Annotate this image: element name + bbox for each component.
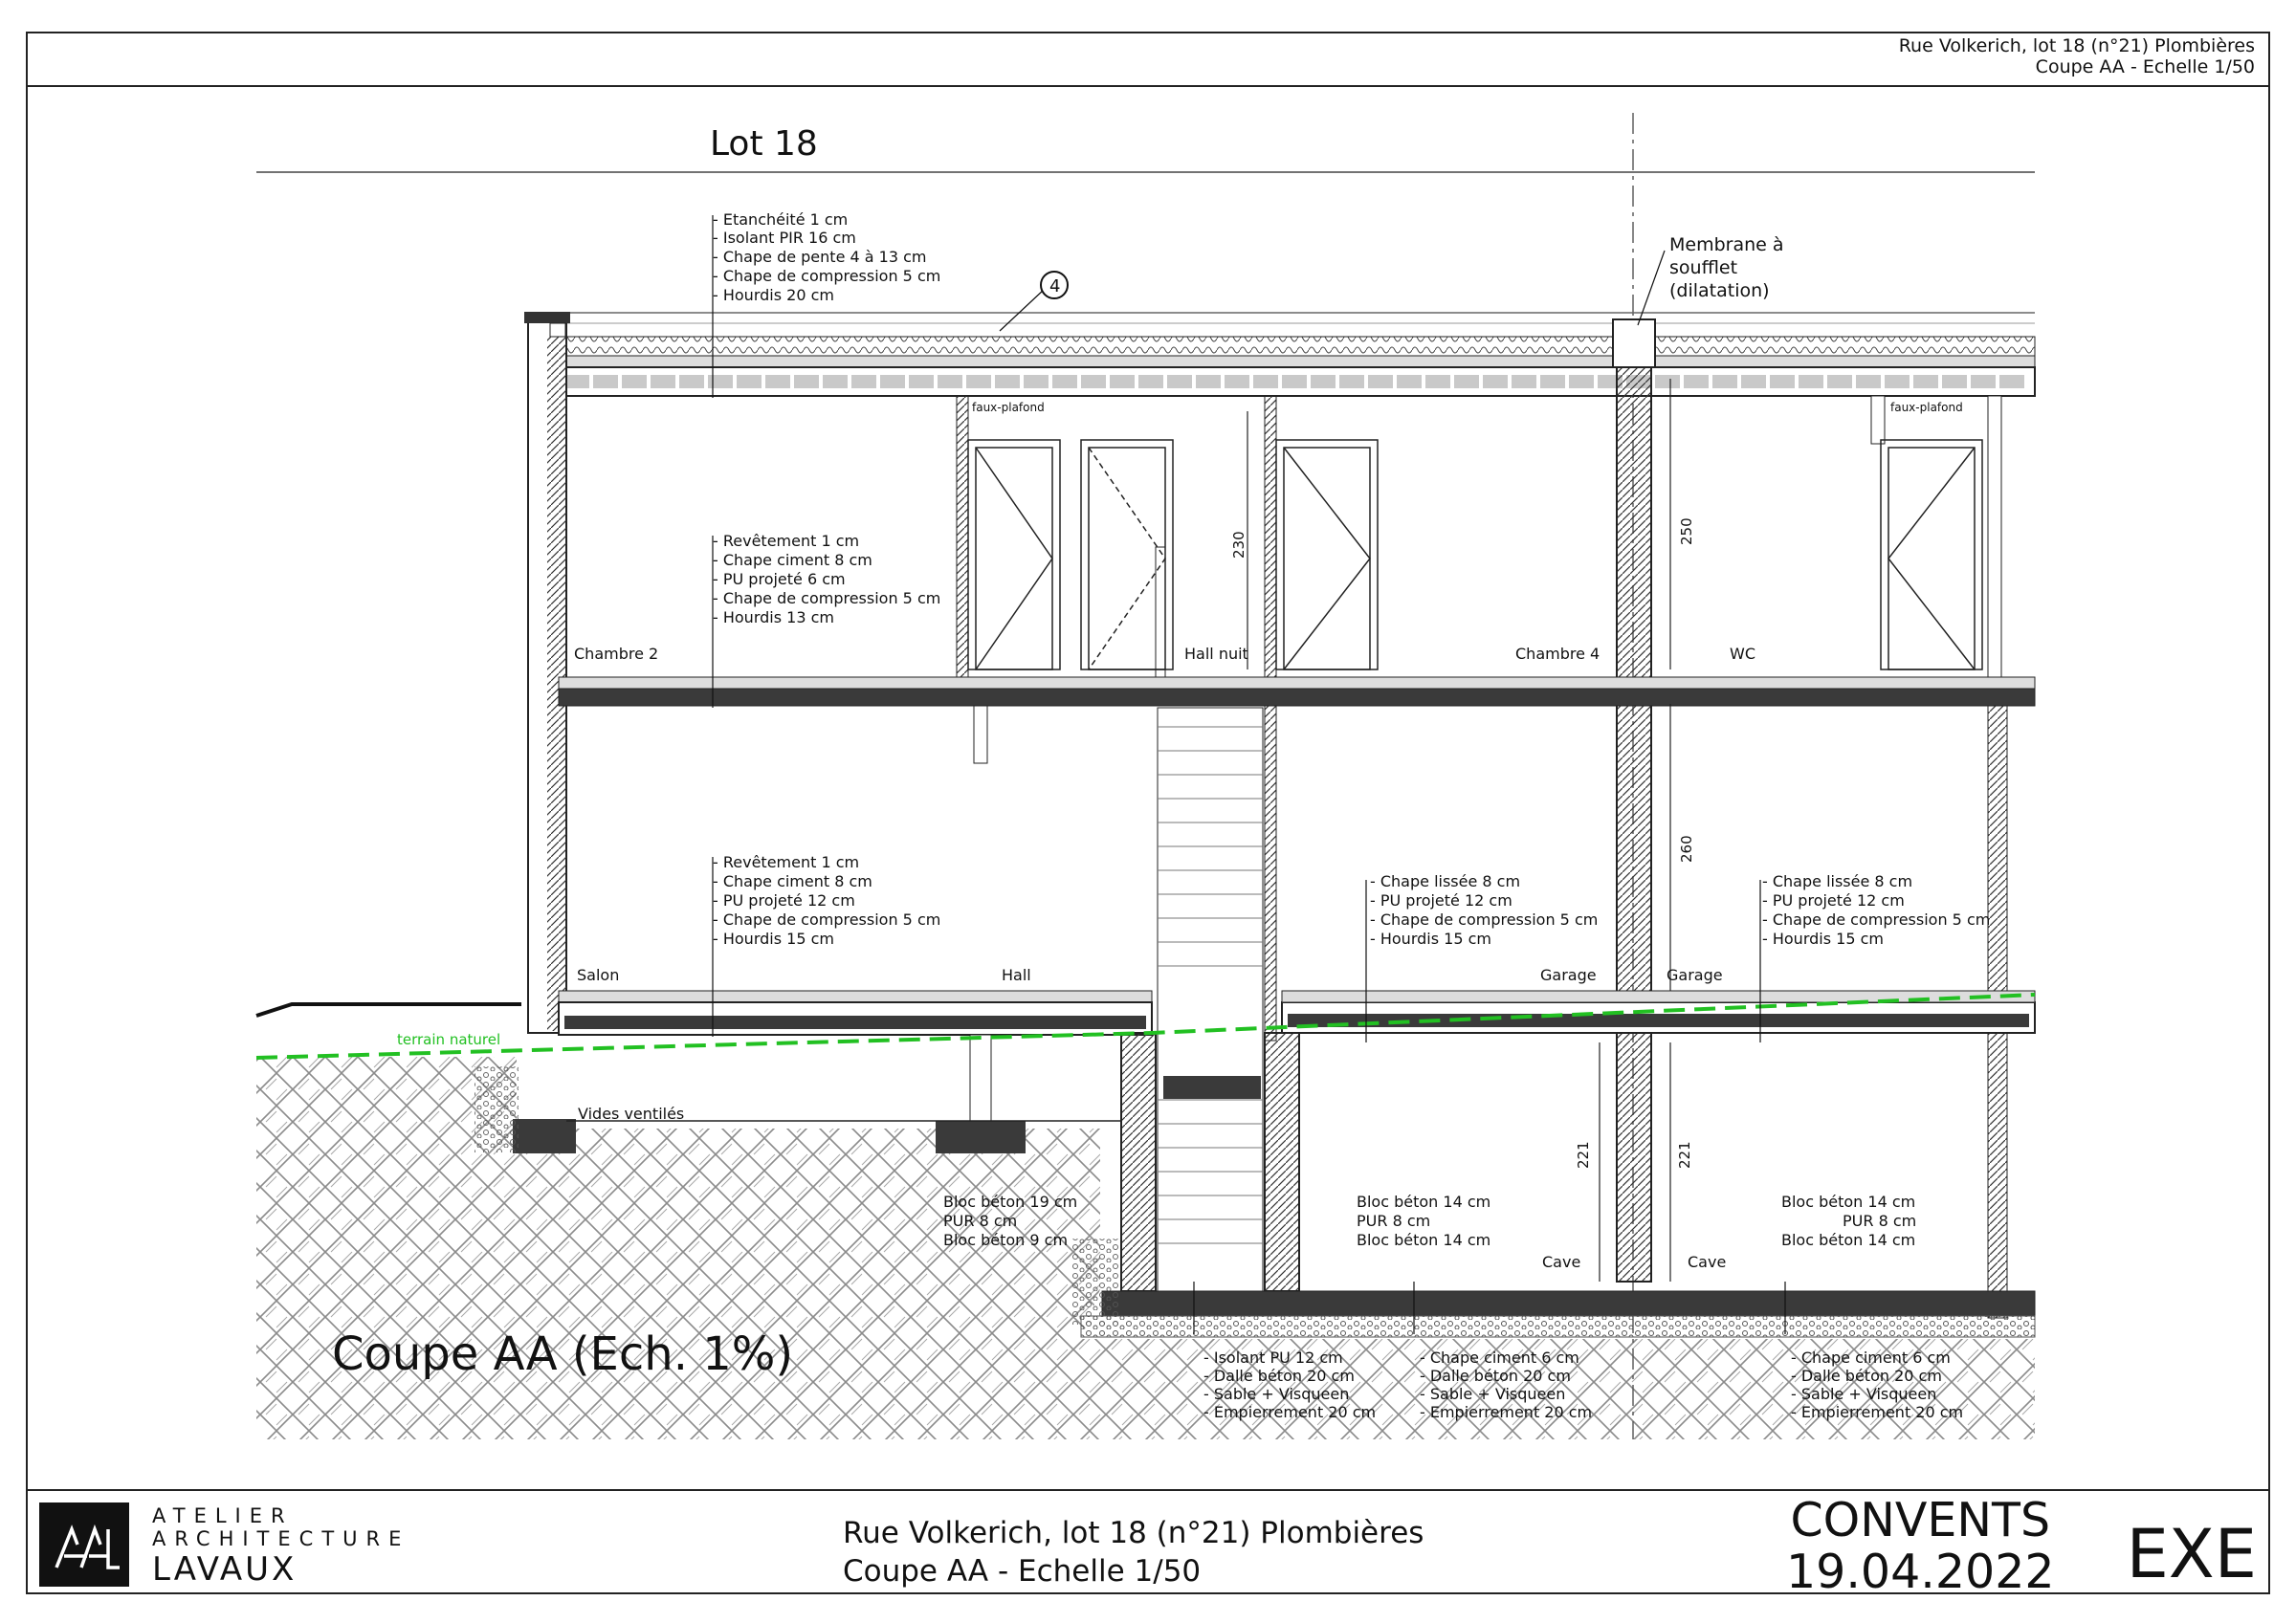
dimension-label: 260 — [1678, 835, 1695, 863]
ground-surface — [256, 1004, 521, 1016]
room-label: Hall — [1002, 966, 1031, 984]
slab-note: - Chape ciment 6 cm — [1420, 1349, 1579, 1367]
garage-layer: - Chape de compression 5 cm — [1370, 910, 1599, 929]
wall-note: Bloc béton 9 cm — [943, 1231, 1069, 1249]
roof-marker: 4 — [1049, 276, 1061, 296]
dimension-label: 230 — [1230, 531, 1247, 559]
floor1-layer: - Revêtement 1 cm — [713, 532, 860, 550]
floor0-layer: - PU projeté 12 cm — [713, 891, 855, 910]
garage-layer: - Hourdis 15 cm — [1370, 930, 1491, 948]
roof-layer: - Isolant PIR 16 cm — [713, 229, 856, 247]
floor0-slab — [559, 991, 1152, 1002]
garage-layer: - Hourdis 15 cm — [1762, 930, 1884, 948]
wall-note: Bloc béton 14 cm — [1781, 1231, 1916, 1249]
roof-layer: - Etanchéité 1 cm — [713, 210, 849, 229]
faux-plafond-label: faux-plafond — [1890, 401, 1963, 414]
faux-plafond-label: faux-plafond — [972, 401, 1045, 414]
firm-name-line1: ATELIER — [152, 1504, 294, 1527]
floor1-layer: - Chape de compression 5 cm — [713, 589, 941, 607]
dimension-label: 221 — [1676, 1141, 1693, 1169]
room-label: Salon — [577, 966, 620, 984]
garage-layer: - PU projeté 12 cm — [1370, 891, 1512, 910]
membrane-line2: soufflet — [1669, 257, 1738, 278]
wall-note: PUR 8 cm — [1843, 1212, 1917, 1230]
floor0-layer: - Revêtement 1 cm — [713, 853, 860, 871]
firm-name-line2: ARCHITECTURE — [152, 1527, 410, 1550]
garage-layer: - Chape lissée 8 cm — [1762, 872, 1913, 890]
basement-slab — [1102, 1291, 2035, 1316]
room-label: Chambre 2 — [574, 645, 659, 663]
slab-note: - Empierrement 20 cm — [1420, 1403, 1593, 1421]
room-label: Garage — [1540, 966, 1597, 984]
wall-note: Bloc béton 19 cm — [943, 1193, 1078, 1211]
slab-note: - Empierrement 20 cm — [1791, 1403, 1964, 1421]
garage-layer: - PU projeté 12 cm — [1762, 891, 1905, 910]
room-label: Chambre 4 — [1515, 645, 1601, 663]
slab-note: - Isolant PU 12 cm — [1203, 1349, 1343, 1367]
terrain-label: terrain naturel — [397, 1031, 501, 1048]
floor1-layer: - PU projeté 6 cm — [713, 570, 846, 588]
header-project: Rue Volkerich, lot 18 (n°21) Plombières — [1898, 35, 2255, 56]
slab-note: - Sable + Visqueen — [1420, 1385, 1566, 1403]
roof-layer: - Chape de compression 5 cm — [713, 267, 941, 285]
project-address: Rue Volkerich, lot 18 (n°21) Plombières — [843, 1516, 1424, 1550]
wall-note: PUR 8 cm — [1357, 1212, 1431, 1230]
floor1-slab — [559, 677, 2035, 689]
roof-layer: - Chape de pente 4 à 13 cm — [713, 248, 927, 266]
section-title: Coupe AA (Ech. 1%) — [332, 1327, 794, 1381]
floor0-layer: - Chape ciment 8 cm — [713, 872, 872, 890]
slab-note: - Chape ciment 6 cm — [1791, 1349, 1951, 1367]
firm-name-line3: LAVAUX — [152, 1550, 298, 1589]
sheet-date: 19.04.2022 — [1786, 1545, 2055, 1599]
wall-note: Bloc béton 14 cm — [1781, 1193, 1916, 1211]
lot-title: Lot 18 — [710, 124, 818, 164]
wall-note: Bloc béton 14 cm — [1357, 1193, 1491, 1211]
garage-layer: - Chape lissée 8 cm — [1370, 872, 1521, 890]
membrane-line1: Membrane à — [1669, 234, 1784, 255]
slab-note: - Sable + Visqueen — [1791, 1385, 1937, 1403]
room-label: Vides ventilés — [578, 1105, 685, 1123]
roof-insulation — [559, 337, 2035, 356]
room-label: Cave — [1688, 1253, 1727, 1271]
slab-note: - Dalle béton 20 cm — [1791, 1367, 1942, 1385]
phase-label: EXE — [2126, 1515, 2257, 1593]
wall-note: PUR 8 cm — [943, 1212, 1018, 1230]
garage-layer: - Chape de compression 5 cm — [1762, 910, 1991, 929]
membrane-line3: (dilatation) — [1669, 280, 1770, 301]
slab-note: - Sable + Visqueen — [1203, 1385, 1350, 1403]
slab-note: - Empierrement 20 cm — [1203, 1403, 1377, 1421]
room-label: WC — [1730, 645, 1755, 663]
room-label: Hall nuit — [1184, 645, 1248, 663]
slab-note: - Dalle béton 20 cm — [1203, 1367, 1355, 1385]
header-sheet: Coupe AA - Echelle 1/50 — [2035, 56, 2255, 77]
floor1-layer: - Chape ciment 8 cm — [713, 551, 872, 569]
status-label: CONVENTS — [1790, 1493, 2051, 1547]
floor1-layer: - Hourdis 13 cm — [713, 608, 834, 626]
status-block — [1786, 1495, 2055, 1598]
dimension-label: 250 — [1678, 517, 1695, 545]
floor0-layer: - Chape de compression 5 cm — [713, 910, 941, 929]
room-label: Garage — [1667, 966, 1723, 984]
roof-layer: - Hourdis 20 cm — [713, 286, 834, 304]
wall-note: Bloc béton 14 cm — [1357, 1231, 1491, 1249]
roof-slab — [559, 356, 2035, 367]
party-wall — [1617, 325, 1651, 1282]
sheet-title: Coupe AA - Echelle 1/50 — [843, 1554, 1202, 1589]
title-block — [26, 1489, 2270, 1599]
stair — [1158, 708, 1263, 1291]
firm-logo — [39, 1502, 129, 1587]
dimension-label: 221 — [1575, 1141, 1592, 1169]
floor0-layer: - Hourdis 15 cm — [713, 930, 834, 948]
slab-note: - Dalle béton 20 cm — [1420, 1367, 1571, 1385]
room-label: Cave — [1542, 1253, 1581, 1271]
project-title — [843, 1514, 1424, 1590]
